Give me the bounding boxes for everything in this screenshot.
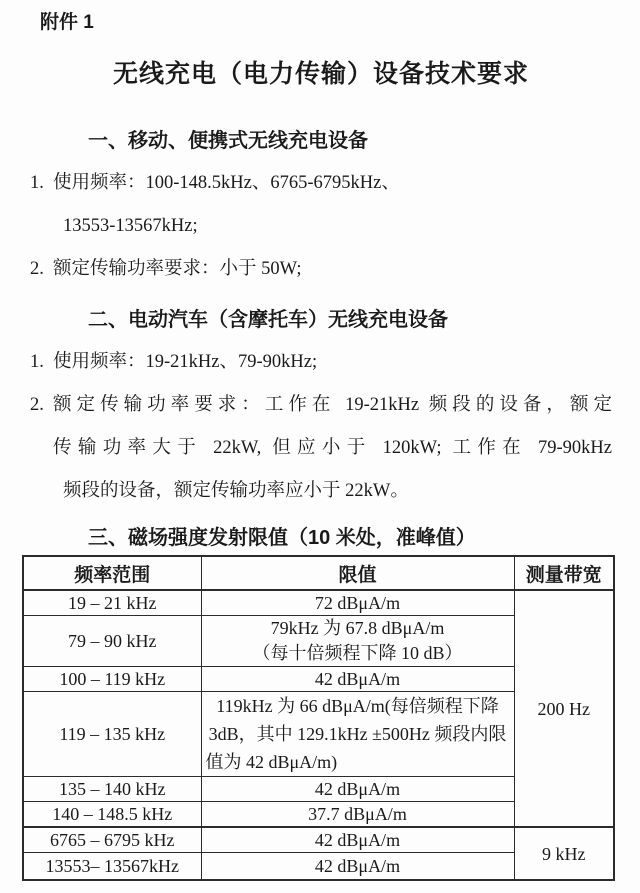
list-item xyxy=(30,384,612,513)
list-item xyxy=(30,341,612,384)
limit-cell: 42 dBμA/m xyxy=(201,777,514,802)
text-line: 13553-13567kHz; xyxy=(63,216,198,236)
list-item xyxy=(30,248,612,291)
attachment-label: 附件 1 xyxy=(40,12,94,33)
frequency-range-cell: 100 – 119 kHz xyxy=(23,667,201,692)
frequency-range-cell: 79 – 90 kHz xyxy=(23,616,201,667)
list-item-number: 1. xyxy=(30,352,44,372)
frequency-range-cell: 6765 – 6795 kHz xyxy=(23,827,201,853)
limit-line: （每十倍频程下降 10 dB） xyxy=(252,643,463,663)
column-header-frequency-range: 频率范围 xyxy=(23,556,201,590)
text-line: 使用频率：19-21kHz、79-90kHz; xyxy=(53,352,318,372)
limit-cell: 42 dBμA/m xyxy=(201,827,514,853)
limit-line: 79kHz 为 67.8 dBμA/m xyxy=(270,618,445,638)
column-header-measurement-bandwidth: 测量带宽 xyxy=(514,556,614,590)
frequency-range-cell: 13553– 13567kHz xyxy=(23,853,201,881)
list-item-text xyxy=(53,384,612,513)
frequency-range-cell: 119 – 135 kHz xyxy=(23,692,201,777)
text-line: 传输功率大于 22kW, 但应小于 120kW; 工作在 79-90kHz xyxy=(53,438,612,458)
text-line: 额定传输功率要求：小于 50W; xyxy=(53,259,302,279)
frequency-range-cell: 135 – 140 kHz xyxy=(23,777,201,802)
limit-cell: 72 dBμA/m xyxy=(201,590,514,616)
table-header-row xyxy=(23,556,614,590)
text-line: 频段的设备，额定传输功率应小于 22kW。 xyxy=(63,481,409,501)
page-title: 无线充电（电力传输）设备技术要求 xyxy=(112,61,529,88)
list-item-text xyxy=(53,341,612,384)
limit-cell xyxy=(201,616,514,667)
frequency-range-cell: 140 – 148.5 kHz xyxy=(23,802,201,828)
table-row xyxy=(23,590,614,616)
list-item-number: 1. xyxy=(30,173,44,193)
limit-cell: 119kHz 为 66 dBμA/m(每倍频程下降 3dB，其中 129.1kHz ±500Hz 频段内限值为 42 dBμA/m) xyxy=(201,692,514,777)
bandwidth-cell: 200 Hz xyxy=(514,590,614,827)
section-1-heading: 一、移动、便携式无线充电设备 xyxy=(88,130,368,152)
list-item-text xyxy=(53,162,612,248)
bandwidth-cell: 9 kHz xyxy=(514,827,614,880)
limit-cell: 42 dBμA/m xyxy=(201,853,514,881)
column-header-limit: 限值 xyxy=(201,556,514,590)
emission-limit-table xyxy=(22,555,615,881)
list-item xyxy=(30,162,612,248)
list-item-text xyxy=(53,248,612,291)
limit-cell: 37.7 dBμA/m xyxy=(201,802,514,828)
list-item-number: 2. xyxy=(30,259,44,279)
frequency-range-cell: 19 – 21 kHz xyxy=(23,590,201,616)
text-line: 额定传输功率要求：工作在 19-21kHz 频段的设备，额定 xyxy=(53,395,612,415)
text-line: 使用频率：100-148.5kHz、6765-6795kHz、 xyxy=(53,173,400,193)
table-row xyxy=(23,827,614,853)
section-2-heading: 二、电动汽车（含摩托车）无线充电设备 xyxy=(88,309,448,331)
list-item-number: 2. xyxy=(30,395,44,415)
limit-cell: 42 dBμA/m xyxy=(201,667,514,692)
section-3-heading: 三、磁场强度发射限值（10 米处，准峰值） xyxy=(88,527,476,549)
